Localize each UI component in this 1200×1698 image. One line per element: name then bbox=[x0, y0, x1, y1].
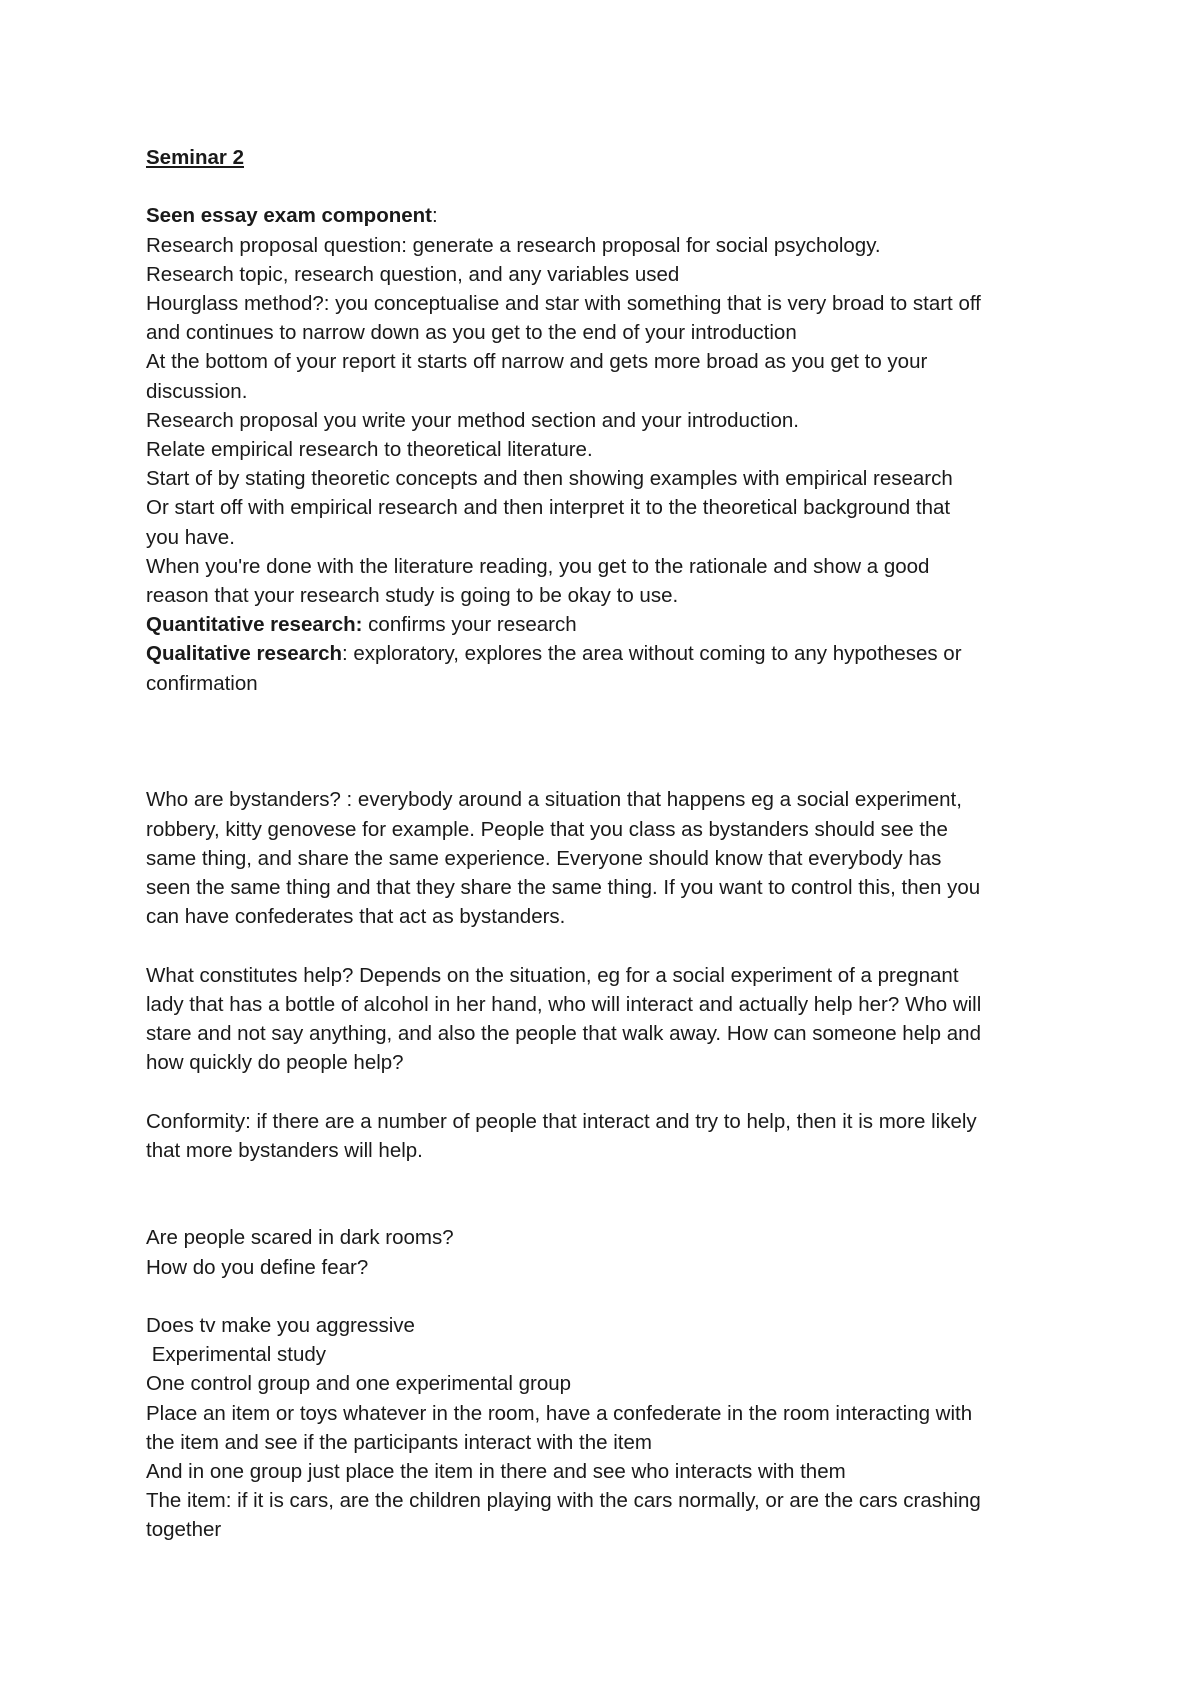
tv-line: Place an item or toys whatever in the room, have a confederate in the room interacting with bbox=[146, 1401, 973, 1425]
text-line: Relate empirical research to theoretical literature. bbox=[146, 438, 593, 462]
document-body bbox=[146, 143, 1076, 1545]
text-line: Research proposal question: generate a research proposal for social psychology. bbox=[146, 233, 881, 257]
quantitative-text: confirms your research bbox=[362, 613, 577, 637]
help-line: What constitutes help? Depends on the situation, eg for a social experiment of a pregnant bbox=[146, 963, 959, 987]
qualitative-text: : exploratory, explores the area without coming to any hypotheses or bbox=[342, 642, 962, 666]
text-line: Research proposal you write your method section and your introduction. bbox=[146, 408, 799, 432]
text-line: Research topic, research question, and any variables used bbox=[146, 262, 680, 286]
section-heading-bold: Seen essay exam component bbox=[146, 204, 432, 228]
text-line: confirmation bbox=[146, 671, 258, 695]
help-line: stare and not say anything, and also the people that walk away. How can someone help and bbox=[146, 1022, 981, 1046]
spacer bbox=[146, 1165, 1076, 1223]
tv-line: The item: if it is cars, are the children playing with the cars normally, or are the cars crashing bbox=[146, 1489, 981, 1513]
tv-line: One control group and one experimental group bbox=[146, 1372, 572, 1396]
qualitative-label: Qualitative research bbox=[146, 642, 342, 666]
text-line: At the bottom of your report it starts off narrow and gets more broad as you get to your bbox=[146, 350, 928, 374]
text-line: you have. bbox=[146, 525, 235, 549]
text-line: discussion. bbox=[146, 379, 248, 403]
document-title: Seminar 2 bbox=[146, 146, 244, 169]
tv-line: Does tv make you aggressive bbox=[146, 1314, 415, 1338]
bystanders-line: Who are bystanders? : everybody around a situation that happens eg a social experiment, bbox=[146, 788, 962, 812]
quantitative-definition bbox=[146, 610, 1076, 639]
spacer bbox=[146, 698, 1076, 786]
bystanders-line: seen the same thing and that they share the same thing. If you want to control this, then you bbox=[146, 876, 981, 900]
bystanders-line: can have confederates that act as bystanders. bbox=[146, 905, 566, 929]
help-line: lady that has a bottle of alcohol in her hand, who will interact and actually help her? Who will bbox=[146, 992, 982, 1016]
text-line: Start of by stating theoretic concepts and then showing examples with empirical research bbox=[146, 467, 953, 491]
spacer bbox=[146, 1282, 1076, 1311]
qualitative-definition bbox=[146, 639, 1076, 668]
text-line: and continues to narrow down as you get to the end of your introduction bbox=[146, 321, 797, 345]
tv-line: Experimental study bbox=[146, 1343, 327, 1367]
bystanders-line: robbery, kitty genovese for example. People that you class as bystanders should see the bbox=[146, 817, 948, 841]
section-heading-colon: : bbox=[432, 204, 438, 228]
text-line: Or start off with empirical research and then interpret it to the theoretical background that bbox=[146, 496, 951, 520]
spacer bbox=[146, 1077, 1076, 1106]
conformity-line: that more bystanders will help. bbox=[146, 1138, 423, 1162]
spacer bbox=[146, 931, 1076, 960]
tv-line: And in one group just place the item in there and see who interacts with them bbox=[146, 1460, 846, 1484]
quantitative-label: Quantitative research: bbox=[146, 613, 363, 637]
tv-line: the item and see if the participants interact with the item bbox=[146, 1430, 652, 1454]
fear-line: Are people scared in dark rooms? bbox=[146, 1226, 454, 1250]
text-line: When you're done with the literature reading, you get to the rationale and show a good bbox=[146, 554, 930, 578]
conformity-line: Conformity: if there are a number of people that interact and try to help, then it is more likely bbox=[146, 1109, 977, 1133]
spacer bbox=[146, 172, 1076, 201]
bystanders-line: same thing, and share the same experience. Everyone should know that everybody has bbox=[146, 846, 942, 870]
text-line: reason that your research study is going to be okay to use. bbox=[146, 584, 679, 608]
help-line: how quickly do people help? bbox=[146, 1051, 404, 1075]
fear-line: How do you define fear? bbox=[146, 1255, 369, 1279]
text-line: Hourglass method?: you conceptualise and star with something that is very broad to start off bbox=[146, 292, 981, 315]
tv-line: together bbox=[146, 1518, 222, 1542]
section-heading bbox=[146, 201, 1076, 230]
